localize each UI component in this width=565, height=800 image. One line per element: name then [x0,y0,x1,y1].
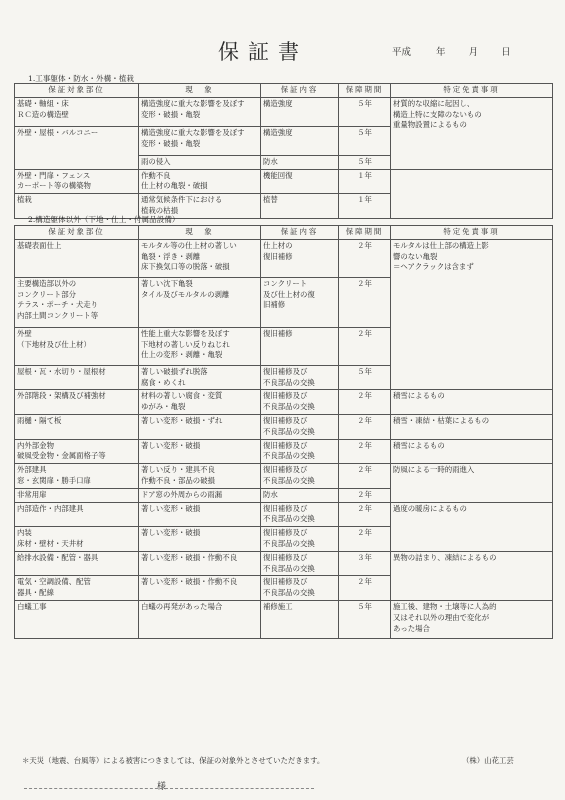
section1-heading: 1.工事躯体・防水・外構・植栽 [28,74,134,83]
cell-part: 外壁・門扉・フェンス カーポート等の構築物 [15,169,139,194]
cell-phen: 作動不良 仕上材の亀裂・破損 [139,169,261,194]
cell-content: 復旧補修及び 不良部品の交換 [261,527,339,552]
cell-content: 復旧補修及び 不良部品の交換 [261,439,339,464]
disaster-footnote: ＊天災（地震、台風等）による被害につきましては、保証の対象外とさせていただきます。 [22,756,325,765]
table-row [15,97,553,126]
cell-content: 補修施工 [261,600,339,638]
section2-heading: 2.構造躯体以外（下地・仕上・付属品設備） [28,215,180,224]
cell-content: 復旧補修及び 不良部品の交換 [261,551,339,576]
cell-part: 外部階段・架構及び補強材 [15,390,139,415]
cell-excl: 防風による一時的雨進入 [391,464,553,502]
cell-period: ２年 [339,464,391,489]
cell-excl: 積雪によるもの [391,390,553,415]
column-header: 保証対象部位 [15,84,139,98]
cell-part: 電気・空調設備、配管 器具・配線 [15,576,139,601]
cell-part: 給排水設備・配管・器具 [15,551,139,576]
cell-phen: 著しい変形・破損・ずれ [139,414,261,439]
cell-phen: 材料の著しい腐食・変質 ゆがみ・亀裂 [139,390,261,415]
cell-excl: 過度の暖房によるもの [391,502,553,551]
cell-content: 構造強度 [261,126,339,155]
cell-period: ２年 [339,576,391,601]
cell-phen: 著しい変形・破損・作動不良 [139,551,261,576]
table-row [15,239,553,277]
cell-period: ５年 [339,600,391,638]
cell-part: 非常用扉 [15,488,139,502]
table-row [15,414,553,439]
cell-phen: 著しい破損ずれ脱落 腐食・めくれ [139,365,261,390]
cell-period: ２年 [339,327,391,365]
cell-phen: 白蟻の再発があった場合 [139,600,261,638]
table-row [15,390,553,415]
customer-suffix: 様 [157,782,167,792]
cell-content: 植替 [261,194,339,219]
cut-line [24,788,314,789]
cell-phen: 著しい反り・建具不良 作動不良・部品の破損 [139,464,261,489]
cell-excl: 材質的な収縮に起因し、 構造上特に支障のないもの 重量物設置によるもの [391,97,553,169]
cell-part: 内装 床材・壁材・天井材 [15,527,139,552]
column-header: 特定免責事項 [391,226,553,240]
footnote-company: （株）山花工芸 [462,756,514,765]
cell-part: 主要構造部以外の コンクリート部分 テラス・ポーチ・犬走り 内部土間コンクリート等 [15,277,139,327]
cell-phen: 通常気候条件下における 植栽の枯損 [139,194,261,219]
date-era: 平成 [392,47,412,58]
column-header: 保障期間 [339,84,391,98]
table-row [15,439,553,464]
cell-content: 復旧補修及び 不良部品の交換 [261,390,339,415]
cell-period: ５年 [339,365,391,390]
cell-period: ２年 [339,414,391,439]
cell-phen: 著しい変形・破損・作動不良 [139,576,261,601]
cell-period: ２年 [339,239,391,277]
cell-content: 復旧補修及び 不良部品の交換 [261,576,339,601]
document-title: 保証書 [218,40,308,64]
column-header: 現 象 [139,84,261,98]
cell-period: １年 [339,169,391,194]
cell-phen: 著しい変形・破損 [139,527,261,552]
cell-content: 防水 [261,488,339,502]
cell-excl: 積雪・凍結・枯葉によるもの [391,414,553,439]
cell-part: 外壁 （下地材及び仕上材） [15,327,139,365]
cell-content: 復旧補修 [261,327,339,365]
cell-excl: モルタルは仕上部の構造上影 響のない亀裂 ＝ヘアクラックは含まず [391,239,553,390]
date-month: 月 [468,47,479,58]
issue-date [392,44,511,58]
cell-part: 屋根・瓦・水切り・屋根材 [15,365,139,390]
cell-excl [391,169,553,218]
cell-part: 外部建具 窓・玄関扉・勝手口扉 [15,464,139,489]
cell-period: ５年 [339,97,391,126]
cell-part: 基礎・軸組・床 ＲＣ造の構造壁 [15,97,139,126]
cell-excl: 施工後、建物・土壌等に人為的 又はそれ以外の理由で変化が あった場合 [391,600,553,638]
table-row [15,169,553,194]
cell-phen: 構造強度に重大な影響を及ぼす 変形・破損・亀裂 [139,97,261,126]
cell-part: 植栽 [15,194,139,219]
cell-phen: ドア窓の外周からの雨漏 [139,488,261,502]
cell-part: 基礎表面仕上 [15,239,139,277]
cell-part: 外壁・屋根・バルコニー [15,126,139,169]
date-day: 日 [501,47,511,58]
cell-part: 内部造作・内部建具 [15,502,139,527]
column-header: 保証内容 [261,226,339,240]
table-row [15,551,553,576]
cell-phen: 構造強度に重大な影響を及ぼす 変形・破損・亀裂 [139,126,261,155]
table-row [15,502,553,527]
cell-phen: モルタル等の仕上材の著しい 亀裂・浮き・剥離 床下換気口等の脱落・破損 [139,239,261,277]
cell-period: ５年 [339,155,391,169]
cell-excl: 積雪によるもの [391,439,553,464]
cell-period: ３年 [339,551,391,576]
cell-phen: 著しい変形・破損 [139,502,261,527]
cell-part: 雨樋・隔て板 [15,414,139,439]
cell-content: コンクリート 及び仕上材の復 旧補修 [261,277,339,327]
section2-table [14,225,553,639]
cell-content: 防水 [261,155,339,169]
cell-period: ２年 [339,277,391,327]
table-row [15,600,553,638]
column-header: 保障期間 [339,226,391,240]
column-header: 保証対象部位 [15,226,139,240]
cell-excl: 異物の詰まり、凍結によるもの [391,551,553,600]
cell-period: ２年 [339,502,391,527]
table-row [15,464,553,489]
cell-phen: 雨の侵入 [139,155,261,169]
cell-period: ５年 [339,126,391,155]
date-year: 年 [436,47,446,58]
cell-period: ２年 [339,390,391,415]
cell-part: 内外部金物 破風受金物・金属面格子等 [15,439,139,464]
cell-period: ２年 [339,527,391,552]
section1-table [14,83,553,219]
cell-phen: 著しい沈下亀裂 タイル及びモルタルの剥離 [139,277,261,327]
cell-content: 機能回復 [261,169,339,194]
cell-period: １年 [339,194,391,219]
cell-period: ２年 [339,488,391,502]
cell-content: 復旧補修及び 不良部品の交換 [261,464,339,489]
column-header: 現 象 [139,226,261,240]
cell-content: 復旧補修及び 不良部品の交換 [261,365,339,390]
cell-period: ２年 [339,439,391,464]
column-header: 保証内容 [261,84,339,98]
cell-content: 仕上材の 復旧補修 [261,239,339,277]
cell-phen: 性能上重大な影響を及ぼす 下地材の著しい反りねじれ 仕上の変形・剥離・亀裂 [139,327,261,365]
cell-content: 構造強度 [261,97,339,126]
cell-part: 白蟻工事 [15,600,139,638]
column-header: 特定免責事項 [391,84,553,98]
cell-phen: 著しい変形・破損 [139,439,261,464]
cell-content: 復旧補修及び 不良部品の交換 [261,502,339,527]
cell-content: 復旧補修及び 不良部品の交換 [261,414,339,439]
